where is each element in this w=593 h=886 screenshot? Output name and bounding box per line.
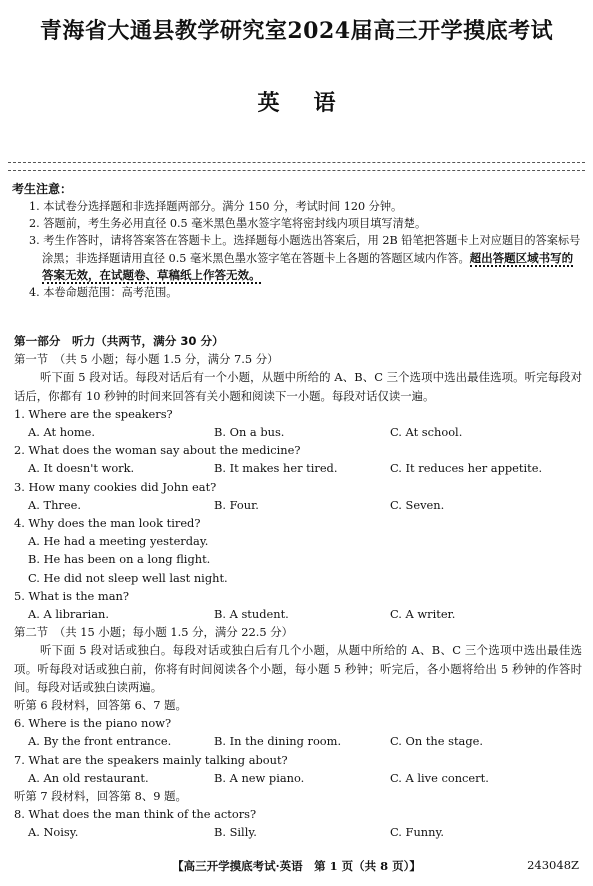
question-stem: 7. What are the speakers mainly talking about? — [14, 752, 288, 767]
section-heading: 第二节 （共 15 小题；每小题 1.5 分，满分 22.5 分） — [14, 625, 294, 640]
option-c: C. On the stage. — [390, 734, 483, 749]
option-b: B. Silly. — [214, 825, 257, 840]
option-a: A. It doesn't work. — [28, 461, 135, 476]
question-stem: 6. Where is the piano now? — [14, 716, 172, 731]
divider-bottom — [8, 170, 585, 171]
option-a: A. By the front entrance. — [28, 734, 172, 749]
option-c: C. A live concert. — [390, 770, 489, 785]
option-a: A. A librarian. — [28, 607, 109, 621]
notice-item: 2. 答题前，考生务必用直径 0.5 毫米黑色墨水签字笔将密封线内项目填写清楚。 — [29, 217, 427, 231]
option-c: C. It reduces her appetite. — [390, 461, 543, 476]
option-b: B. He has been on a long flight. — [28, 552, 211, 567]
divider-top — [8, 162, 585, 163]
option-c: C. Seven. — [390, 497, 445, 512]
material-instruction: 听第 6 段材料，回答第 6、7 题。 — [14, 698, 187, 712]
options-row — [14, 459, 582, 477]
option-b: B. It makes her tired. — [214, 461, 338, 476]
option-a: A. An old restaurant. — [28, 770, 149, 785]
options-row — [14, 605, 582, 623]
option-c: C. A writer. — [390, 607, 456, 621]
footer-page-info: 【高三开学摸底考试·英语 第 1 页（共 8 页）】 — [172, 859, 421, 873]
section-heading: 第一节 （共 5 小题；每小题 1.5 分，满分 7.5 分） — [14, 352, 279, 367]
options-row — [14, 496, 582, 514]
option-a: A. At home. — [28, 425, 96, 440]
question-stem: 1. Where are the speakers? — [14, 406, 173, 421]
question-stem: 4. Why does the man look tired? — [14, 515, 201, 530]
footer-code: 243048Z — [527, 858, 579, 872]
notice-title: 考生注意： — [12, 182, 73, 196]
candidate-notice — [12, 180, 582, 301]
section-instructions: 听下面 5 段对话。每段对话后有一个小题，从题中所给的 A、B、C 三个选项中选出最佳选项。听完每段对话后，你都有 10 秒钟的时间来回答有关小题和阅读下一小题。每段对话仅读一遍。 — [14, 370, 582, 403]
option-b: B. On a bus. — [214, 425, 285, 440]
option-b: B. Four. — [214, 497, 259, 512]
question-stem: 2. What does the woman say about the medicine? — [14, 443, 301, 458]
exam-title: 青海省大通县教学研究室2024届高三开学摸底考试 — [39, 18, 554, 44]
option-b: B. A new piano. — [214, 770, 305, 785]
options-row — [14, 823, 582, 841]
option-a: A. He had a meeting yesterday. — [28, 534, 209, 549]
material-instruction: 听第 7 段材料，回答第 8、9 题。 — [14, 788, 187, 803]
option-c: C. Funny. — [390, 825, 445, 840]
options-row — [14, 732, 582, 750]
notice-item: 1. 本试卷分选择题和非选择题两部分。满分 150 分，考试时间 120 分钟。 — [29, 200, 403, 213]
options-row — [14, 769, 582, 787]
question-stem: 5. What is the man? — [14, 588, 129, 603]
listening-part — [14, 332, 582, 842]
notice-emphasis: 超出答题区域书写的答案无效，在试题卷、草稿纸上作答无效。 — [42, 250, 574, 282]
notice-item — [12, 232, 582, 284]
option-a: A. Noisy. — [28, 825, 79, 840]
option-a: A. Three. — [28, 497, 81, 512]
notice-item-text: 3. 考生作答时，请将答案答在答题卡上。选择题每小题选出答案后，用 2B 铅笔把答题卡上对应题目的答案标号涂黑；非选择题请用直径 0.5 毫米黑色墨水签字笔在答题卡上各题的答题区域内作答。 — [29, 234, 581, 265]
subject-title: 英语 — [257, 90, 370, 116]
section-instructions: 听下面 5 段对话或独白。每段对话或独白后有几个小题，从题中所给的 A、B、C 三个选项中选出最佳选项。听每段对话或独白前，你将有时间阅读各个小题，每小题 5 秒钟；听完后，各小题将给出 5 秒钟的作答时间。每段对话或独白读两遍。 — [14, 643, 582, 694]
option-b: B. In the dining room. — [214, 734, 342, 749]
question-stem: 8. What does the man think of the actors? — [14, 807, 257, 822]
question-stem: 3. How many cookies did John eat? — [14, 479, 217, 494]
option-b: B. A student. — [214, 607, 289, 621]
option-c: C. He did not sleep well last night. — [28, 570, 228, 585]
notice-item: 4. 本卷命题范围：高考范围。 — [29, 286, 178, 300]
part-heading: 第一部分 听力（共两节，满分 30 分） — [14, 334, 224, 348]
option-c: C. At school. — [390, 425, 463, 440]
options-row — [14, 423, 582, 441]
